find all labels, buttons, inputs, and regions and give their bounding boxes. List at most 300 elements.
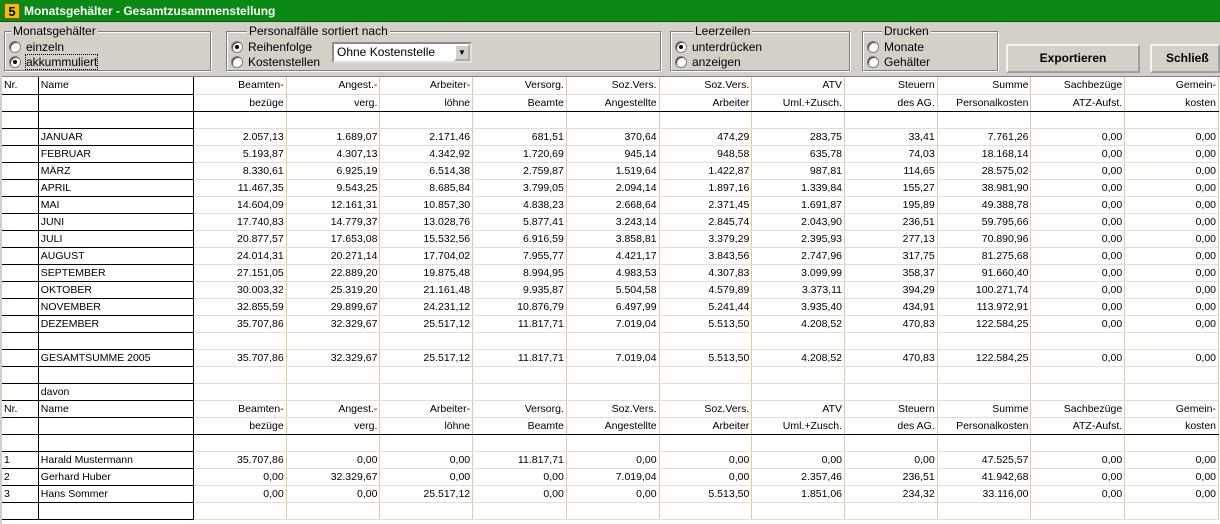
cell-arbeiterloehne: 8.685,84: [380, 179, 473, 196]
cell-gemeinkosten: 0,00: [1125, 281, 1219, 298]
cell-arbeiterloehne: 25.517,12: [380, 315, 473, 332]
cell-gemeinkosten: 0,00: [1125, 145, 1219, 162]
cell-steuern: [845, 434, 938, 451]
cell-sozvers-angestellte: [566, 366, 659, 383]
cell-sozvers-angestellte: 3.858,81: [566, 230, 659, 247]
cell-sozvers-arbeiter: [659, 332, 752, 349]
cell-atv: [752, 434, 845, 451]
cell-name: [38, 332, 193, 349]
cell-beamtenbezuege: bezüge: [193, 94, 286, 111]
month-row[interactable]: [2, 264, 1219, 281]
personalfaelle-legend: Personalfälle sortiert nach: [249, 24, 388, 38]
cell-sozvers-arbeiter: 4.307,83: [659, 264, 752, 281]
cell-summe-personalkosten: 18.168,14: [937, 145, 1031, 162]
cell-angestelltenverguetung: 0,00: [286, 451, 380, 468]
cell-gemeinkosten: [1125, 502, 1219, 519]
cell-gemeinkosten: 0,00: [1125, 349, 1219, 366]
cell-steuern: [845, 383, 938, 400]
cell-beamtenbezuege: 32.855,59: [193, 298, 286, 315]
cell-angestelltenverguetung: [286, 502, 380, 519]
month-row[interactable]: [2, 230, 1219, 247]
header-row[interactable]: [2, 77, 1219, 94]
cell-name: [38, 417, 193, 434]
empty-row[interactable]: [2, 111, 1219, 128]
radio-reihenfolge[interactable]: Reihenfolge: [231, 40, 312, 54]
cell-sozvers-arbeiter: 0,00: [659, 451, 752, 468]
cell-angestelltenverguetung: [286, 366, 380, 383]
cell-arbeiterloehne: 4.342,92: [380, 145, 473, 162]
radio-anzeigen[interactable]: anzeigen: [675, 55, 741, 69]
cell-summe-personalkosten: 113.972,91: [937, 298, 1031, 315]
cell-sozvers-arbeiter: [659, 383, 752, 400]
cell-sozvers-angestellte: [566, 332, 659, 349]
cell-versorgung-beamte: 9.935,87: [473, 281, 567, 298]
cell-angestelltenverguetung: 4.307,13: [286, 145, 380, 162]
title-bar: [0, 0, 1220, 22]
person-row[interactable]: [2, 451, 1219, 468]
cell-nr: [2, 332, 38, 349]
cell-beamtenbezuege: 0,00: [193, 485, 286, 502]
app-icon: 5: [4, 3, 20, 19]
cell-nr: [2, 247, 38, 264]
cell-beamtenbezuege: Beamten-: [193, 77, 286, 94]
cell-atv: 3.935,40: [752, 298, 845, 315]
cell-steuern: 394,29: [845, 281, 938, 298]
cell-sachbezuege: Sachbezüge: [1031, 400, 1125, 417]
cell-sozvers-angestellte: 7.019,04: [566, 468, 659, 485]
cell-beamtenbezuege: 35.707,86: [193, 451, 286, 468]
cell-nr: [2, 434, 38, 451]
cell-beamtenbezuege: [193, 383, 286, 400]
cell-name: [38, 111, 193, 128]
cell-versorgung-beamte: Beamte: [473, 417, 567, 434]
cell-sachbezuege: 0,00: [1031, 264, 1125, 281]
cell-arbeiterloehne: 25.517,12: [380, 349, 473, 366]
cell-arbeiterloehne: 2.171,46: [380, 128, 473, 145]
cell-arbeiterloehne: 13.028,76: [380, 213, 473, 230]
cell-steuern: 277,13: [845, 230, 938, 247]
cell-gemeinkosten: 0,00: [1125, 247, 1219, 264]
cell-angestelltenverguetung: [286, 383, 380, 400]
cell-summe-personalkosten: Personalkosten: [937, 94, 1031, 111]
cell-gemeinkosten: [1125, 366, 1219, 383]
cell-nr: [2, 196, 38, 213]
cell-steuern: 234,32: [845, 485, 938, 502]
cell-sozvers-arbeiter: 948,58: [659, 145, 752, 162]
cell-sozvers-angestellte: [566, 434, 659, 451]
cell-atv: [752, 366, 845, 383]
cell-sozvers-arbeiter: 2.845,74: [659, 213, 752, 230]
cell-sozvers-arbeiter: [659, 366, 752, 383]
cell-arbeiterloehne: 25.517,12: [380, 485, 473, 502]
cell-beamtenbezuege: Beamten-: [193, 400, 286, 417]
cell-angestelltenverguetung: [286, 332, 380, 349]
cell-gemeinkosten: 0,00: [1125, 213, 1219, 230]
cell-name: Hans Sommer: [38, 485, 193, 502]
cell-gemeinkosten: Gemein-: [1125, 77, 1219, 94]
cell-versorgung-beamte: [473, 366, 567, 383]
cell-beamtenbezuege: bezüge: [193, 417, 286, 434]
cell-versorgung-beamte: 11.817,71: [473, 451, 567, 468]
month-row[interactable]: [2, 315, 1219, 332]
cell-angestelltenverguetung: [286, 111, 380, 128]
cell-beamtenbezuege: 0,00: [193, 468, 286, 485]
cell-arbeiterloehne: [380, 434, 473, 451]
cell-name: OKTOBER: [38, 281, 193, 298]
month-row[interactable]: [2, 281, 1219, 298]
cell-versorgung-beamte: 6.916,59: [473, 230, 567, 247]
cell-name: [38, 366, 193, 383]
cell-arbeiterloehne: [380, 111, 473, 128]
cell-sozvers-angestellte: 3.243,14: [566, 213, 659, 230]
cell-angestelltenverguetung: 20.271,14: [286, 247, 380, 264]
cell-nr: Nr.: [2, 77, 38, 94]
cell-steuern: Steuern: [845, 400, 938, 417]
cell-beamtenbezuege: 35.707,86: [193, 315, 286, 332]
cell-arbeiterloehne: 17.704,02: [380, 247, 473, 264]
cell-atv: ATV: [752, 77, 845, 94]
cell-angestelltenverguetung: [286, 434, 380, 451]
cell-versorgung-beamte: 10.876,79: [473, 298, 567, 315]
cell-atv: 2.747,96: [752, 247, 845, 264]
header-row[interactable]: [2, 417, 1219, 434]
cell-nr: [2, 366, 38, 383]
cell-sachbezuege: 0,00: [1031, 349, 1125, 366]
leerzeilen-legend: Leerzeilen: [695, 24, 751, 38]
cell-sachbezuege: Sachbezüge: [1031, 77, 1125, 94]
cell-arbeiterloehne: 0,00: [380, 451, 473, 468]
cell-atv: 2.357,46: [752, 468, 845, 485]
cell-nr: 2: [2, 468, 38, 485]
cell-angestelltenverguetung: 32.329,67: [286, 315, 380, 332]
radio-einzeln[interactable]: einzeln: [9, 40, 64, 54]
cell-atv: ATV: [752, 400, 845, 417]
cell-steuern: 236,51: [845, 468, 938, 485]
cell-atv: [752, 502, 845, 519]
cell-summe-personalkosten: Summe: [937, 77, 1031, 94]
kostenstelle-select-value: Ohne Kostenstelle: [337, 45, 436, 59]
cell-versorgung-beamte: 11.817,71: [473, 349, 567, 366]
cell-sachbezuege: [1031, 366, 1125, 383]
kostenstelle-select[interactable]: [332, 42, 472, 63]
cell-nr: 1: [2, 451, 38, 468]
cell-nr: [2, 230, 38, 247]
cell-beamtenbezuege: [193, 366, 286, 383]
cell-name: GESAMTSUMME 2005: [38, 349, 193, 366]
month-row[interactable]: [2, 128, 1219, 145]
cell-versorgung-beamte: [473, 332, 567, 349]
cell-versorgung-beamte: [473, 383, 567, 400]
salary-table[interactable]: [2, 76, 1220, 524]
cell-beamtenbezuege: [193, 111, 286, 128]
cell-gemeinkosten: 0,00: [1125, 162, 1219, 179]
empty-row[interactable]: [2, 366, 1219, 383]
cell-angestelltenverguetung: 32.329,67: [286, 349, 380, 366]
cell-sachbezuege: 0,00: [1031, 281, 1125, 298]
export-button[interactable]: Exportieren: [1006, 44, 1140, 73]
cell-nr: [2, 502, 38, 519]
cell-sachbezuege: 0,00: [1031, 128, 1125, 145]
cell-sozvers-angestellte: 5.504,58: [566, 281, 659, 298]
cell-sachbezuege: [1031, 502, 1125, 519]
cell-nr: [2, 298, 38, 315]
cell-angestelltenverguetung: 25.319,20: [286, 281, 380, 298]
empty-row[interactable]: [2, 332, 1219, 349]
cell-versorgung-beamte: 5.877,41: [473, 213, 567, 230]
cell-steuern: [845, 366, 938, 383]
cell-summe-personalkosten: [937, 332, 1031, 349]
cell-name: DEZEMBER: [38, 315, 193, 332]
cell-name: AUGUST: [38, 247, 193, 264]
cell-sozvers-arbeiter: [659, 434, 752, 451]
cell-summe-personalkosten: 38.981,90: [937, 179, 1031, 196]
cell-versorgung-beamte: 4.838,23: [473, 196, 567, 213]
cell-sachbezuege: 0,00: [1031, 468, 1125, 485]
cell-steuern: 195,89: [845, 196, 938, 213]
cell-sozvers-angestellte: Angestellte: [566, 94, 659, 111]
cell-sachbezuege: ATZ-Aufst.: [1031, 94, 1125, 111]
cell-summe-personalkosten: [937, 366, 1031, 383]
leerzeilen-group: [670, 24, 850, 71]
cell-beamtenbezuege: 20.877,57: [193, 230, 286, 247]
cell-sachbezuege: 0,00: [1031, 298, 1125, 315]
cell-atv: 987,81: [752, 162, 845, 179]
cell-sozvers-arbeiter: Soz.Vers.: [659, 400, 752, 417]
chevron-down-icon[interactable]: ▼: [454, 44, 470, 61]
cell-summe-personalkosten: 33.116,00: [937, 485, 1031, 502]
cell-summe-personalkosten: Summe: [937, 400, 1031, 417]
radio-gehaelter[interactable]: Gehälter: [867, 55, 930, 69]
cell-summe-personalkosten: 49.388,78: [937, 196, 1031, 213]
cell-arbeiterloehne: 24.231,12: [380, 298, 473, 315]
cell-sachbezuege: ATZ-Aufst.: [1031, 417, 1125, 434]
cell-steuern: 33,41: [845, 128, 938, 145]
cell-versorgung-beamte: [473, 434, 567, 451]
cell-atv: 635,78: [752, 145, 845, 162]
month-row[interactable]: [2, 247, 1219, 264]
cell-angestelltenverguetung: verg.: [286, 94, 380, 111]
cell-steuern: 155,27: [845, 179, 938, 196]
cell-sozvers-arbeiter: [659, 502, 752, 519]
cell-nr: [2, 162, 38, 179]
cell-sozvers-angestellte: 370,64: [566, 128, 659, 145]
cell-name: SEPTEMBER: [38, 264, 193, 281]
radio-unterdruecken[interactable]: unterdrücken: [675, 40, 762, 54]
cell-arbeiterloehne: 6.514,38: [380, 162, 473, 179]
cell-versorgung-beamte: 681,51: [473, 128, 567, 145]
cell-summe-personalkosten: 7.761,26: [937, 128, 1031, 145]
cell-sozvers-arbeiter: 474,29: [659, 128, 752, 145]
cell-summe-personalkosten: 81.275,68: [937, 247, 1031, 264]
cell-name: Name: [38, 77, 193, 94]
cell-gemeinkosten: 0,00: [1125, 468, 1219, 485]
cell-arbeiterloehne: [380, 332, 473, 349]
cell-atv: 1.691,87: [752, 196, 845, 213]
month-row[interactable]: [2, 145, 1219, 162]
month-row[interactable]: [2, 179, 1219, 196]
cell-versorgung-beamte: Versorg.: [473, 400, 567, 417]
cell-steuern: des AG.: [845, 94, 938, 111]
cell-steuern: 470,83: [845, 315, 938, 332]
cell-summe-personalkosten: 100.271,74: [937, 281, 1031, 298]
cell-summe-personalkosten: Personalkosten: [937, 417, 1031, 434]
cell-steuern: 0,00: [845, 451, 938, 468]
cell-angestelltenverguetung: Angest.-: [286, 400, 380, 417]
drucken-legend: Drucken: [884, 24, 929, 38]
cell-nr: [2, 179, 38, 196]
cell-atv: [752, 383, 845, 400]
cell-beamtenbezuege: 11.467,35: [193, 179, 286, 196]
cell-gemeinkosten: 0,00: [1125, 315, 1219, 332]
cell-nr: [2, 128, 38, 145]
cell-name: MÄRZ: [38, 162, 193, 179]
cell-atv: 2.043,90: [752, 213, 845, 230]
cell-gemeinkosten: Gemein-: [1125, 400, 1219, 417]
cell-sozvers-angestellte: 7.019,04: [566, 349, 659, 366]
cell-sozvers-arbeiter: 1.422,87: [659, 162, 752, 179]
cell-summe-personalkosten: [937, 383, 1031, 400]
cell-nr: [2, 417, 38, 434]
radio-kostenstellen[interactable]: Kostenstellen: [231, 55, 320, 69]
cell-atv: Uml.+Zusch.: [752, 94, 845, 111]
cell-atv: Uml.+Zusch.: [752, 417, 845, 434]
month-row[interactable]: [2, 213, 1219, 230]
cell-angestelltenverguetung: 12.161,31: [286, 196, 380, 213]
total-row[interactable]: [2, 349, 1219, 366]
cell-summe-personalkosten: 28.575,02: [937, 162, 1031, 179]
cell-versorgung-beamte: 2.759,87: [473, 162, 567, 179]
cell-versorgung-beamte: 3.799,05: [473, 179, 567, 196]
monatsgehaelter-legend: Monatsgehälter: [13, 24, 96, 38]
header-row[interactable]: [2, 400, 1219, 417]
cell-steuern: 434,91: [845, 298, 938, 315]
cell-steuern: [845, 332, 938, 349]
cell-sozvers-angestellte: [566, 111, 659, 128]
cell-sozvers-angestellte: 945,14: [566, 145, 659, 162]
cell-sozvers-arbeiter: 3.843,56: [659, 247, 752, 264]
cell-atv: 2.395,93: [752, 230, 845, 247]
cell-sachbezuege: 0,00: [1031, 145, 1125, 162]
cell-sachbezuege: 0,00: [1031, 315, 1125, 332]
cell-sachbezuege: 0,00: [1031, 451, 1125, 468]
month-row[interactable]: [2, 162, 1219, 179]
cell-beamtenbezuege: 35.707,86: [193, 349, 286, 366]
cell-beamtenbezuege: [193, 434, 286, 451]
cell-angestelltenverguetung: 0,00: [286, 485, 380, 502]
cell-versorgung-beamte: [473, 111, 567, 128]
cell-angestelltenverguetung: 29.899,67: [286, 298, 380, 315]
radio-monate[interactable]: Monate: [867, 40, 924, 54]
cell-steuern: 114,65: [845, 162, 938, 179]
cell-angestelltenverguetung: verg.: [286, 417, 380, 434]
cell-atv: 1.339,84: [752, 179, 845, 196]
month-row[interactable]: [2, 298, 1219, 315]
cell-angestelltenverguetung: 9.543,25: [286, 179, 380, 196]
cell-sachbezuege: 0,00: [1031, 247, 1125, 264]
cell-nr: [2, 281, 38, 298]
cell-summe-personalkosten: 47.525,57: [937, 451, 1031, 468]
cell-sachbezuege: [1031, 332, 1125, 349]
cell-gemeinkosten: 0,00: [1125, 264, 1219, 281]
cell-sozvers-arbeiter: 2.371,45: [659, 196, 752, 213]
cell-beamtenbezuege: 30.003,32: [193, 281, 286, 298]
cell-beamtenbezuege: [193, 502, 286, 519]
cell-sozvers-angestellte: 7.019,04: [566, 315, 659, 332]
cell-sozvers-arbeiter: 5.513,50: [659, 315, 752, 332]
cell-angestelltenverguetung: Angest.-: [286, 77, 380, 94]
cell-angestelltenverguetung: 22.889,20: [286, 264, 380, 281]
cell-sozvers-arbeiter: 4.579,89: [659, 281, 752, 298]
drucken-group: [862, 24, 998, 71]
cell-sozvers-angestellte: 4.983,53: [566, 264, 659, 281]
cell-steuern: 470,83: [845, 349, 938, 366]
close-button[interactable]: Schließ: [1150, 44, 1220, 73]
cell-nr: [2, 111, 38, 128]
cell-arbeiterloehne: 15.532,56: [380, 230, 473, 247]
cell-sachbezuege: [1031, 434, 1125, 451]
empty-row[interactable]: [2, 434, 1219, 451]
radio-akkummuliert[interactable]: akkummuliert: [9, 55, 97, 69]
cell-atv: 4.208,52: [752, 315, 845, 332]
cell-sachbezuege: 0,00: [1031, 162, 1125, 179]
cell-name: Name: [38, 400, 193, 417]
cell-gemeinkosten: kosten: [1125, 417, 1219, 434]
person-row[interactable]: [2, 468, 1219, 485]
cell-gemeinkosten: [1125, 434, 1219, 451]
cell-versorgung-beamte: 0,00: [473, 468, 567, 485]
cell-atv: 3.373,11: [752, 281, 845, 298]
cell-gemeinkosten: [1125, 332, 1219, 349]
cell-beamtenbezuege: 8.330,61: [193, 162, 286, 179]
cell-sozvers-arbeiter: Arbeiter: [659, 94, 752, 111]
cell-arbeiterloehne: Arbeiter-: [380, 77, 473, 94]
header-row[interactable]: [2, 94, 1219, 111]
cell-angestelltenverguetung: 6.925,19: [286, 162, 380, 179]
cell-steuern: 358,37: [845, 264, 938, 281]
cell-gemeinkosten: [1125, 111, 1219, 128]
month-row[interactable]: [2, 196, 1219, 213]
cell-sozvers-arbeiter: 3.379,29: [659, 230, 752, 247]
cell-versorgung-beamte: 7.955,77: [473, 247, 567, 264]
cell-sachbezuege: 0,00: [1031, 179, 1125, 196]
cell-angestelltenverguetung: 1.689,07: [286, 128, 380, 145]
cell-beamtenbezuege: [193, 332, 286, 349]
cell-sachbezuege: [1031, 383, 1125, 400]
cell-sozvers-angestellte: 4.421,17: [566, 247, 659, 264]
cell-name: JUNI: [38, 213, 193, 230]
cell-sozvers-arbeiter: 5.513,50: [659, 349, 752, 366]
cell-nr: 3: [2, 485, 38, 502]
cell-name: FEBRUAR: [38, 145, 193, 162]
cell-versorgung-beamte: 1.720,69: [473, 145, 567, 162]
cell-sozvers-angestellte: 0,00: [566, 451, 659, 468]
cell-beamtenbezuege: 14.604,09: [193, 196, 286, 213]
davon-row[interactable]: [2, 383, 1219, 400]
cell-beamtenbezuege: 27.151,05: [193, 264, 286, 281]
cell-gemeinkosten: 0,00: [1125, 230, 1219, 247]
cell-versorgung-beamte: 11.817,71: [473, 315, 567, 332]
cell-beamtenbezuege: 17.740,83: [193, 213, 286, 230]
cell-sozvers-arbeiter: 5.241,44: [659, 298, 752, 315]
cell-summe-personalkosten: [937, 434, 1031, 451]
empty-row[interactable]: [2, 502, 1219, 519]
cell-gemeinkosten: 0,00: [1125, 485, 1219, 502]
person-row[interactable]: [2, 485, 1219, 502]
cell-sozvers-angestellte: Soz.Vers.: [566, 400, 659, 417]
cell-sachbezuege: [1031, 111, 1125, 128]
cell-name: JANUAR: [38, 128, 193, 145]
cell-sozvers-arbeiter: Arbeiter: [659, 417, 752, 434]
